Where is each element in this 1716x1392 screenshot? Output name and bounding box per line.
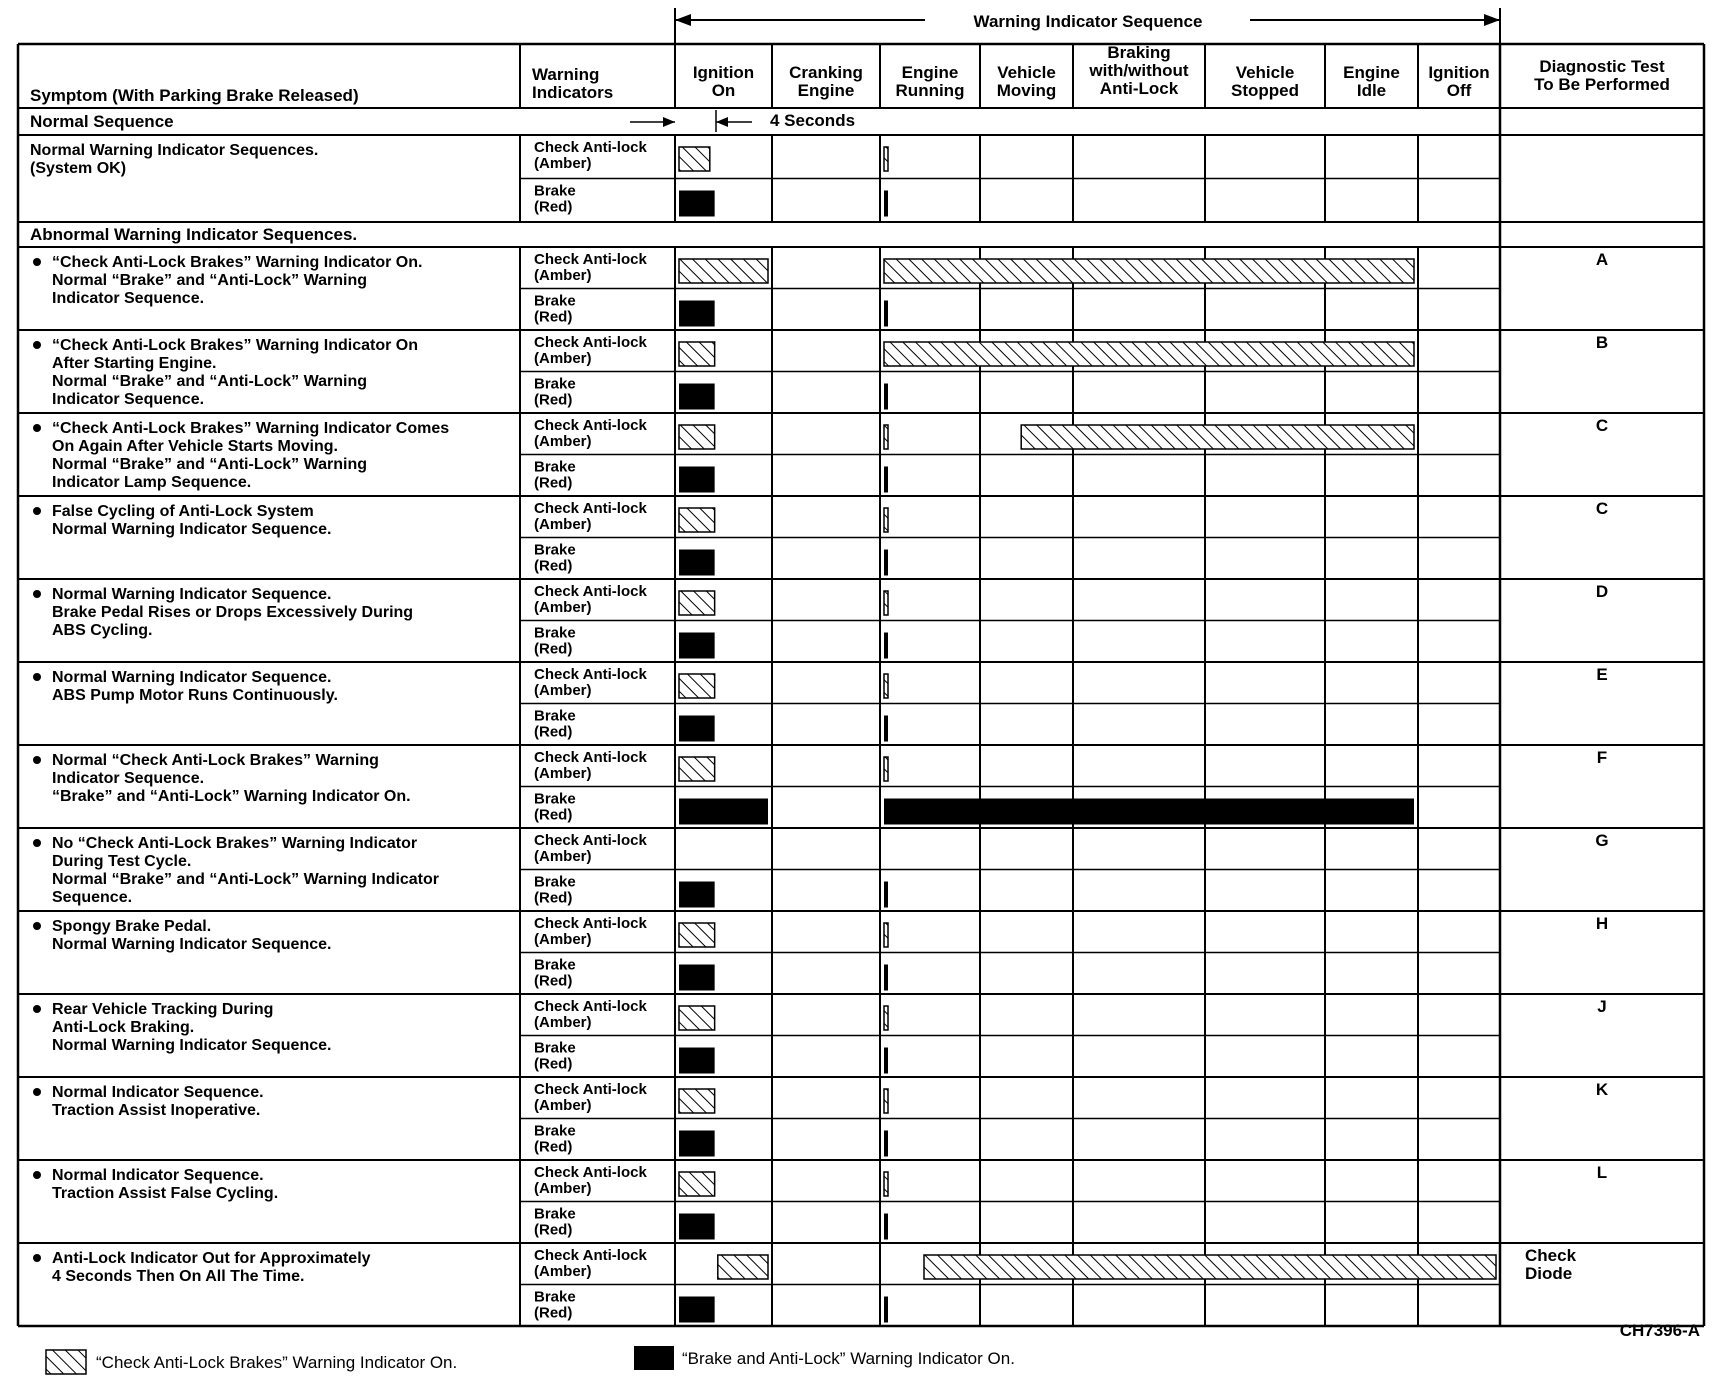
phase-header-2: Running [895, 81, 965, 100]
amber-indicator-label: (Amber) [534, 1180, 592, 1197]
red-indicator-label: (Red) [534, 391, 573, 409]
diagnostic-test-label: E [1596, 665, 1608, 684]
red-indicator-label: Brake [534, 292, 576, 310]
red-indicator-label: (Red) [534, 1221, 573, 1239]
diagnostic-column-header: To Be Performed [1534, 75, 1670, 94]
amber-indicator-label: Check Anti-lock [534, 417, 647, 434]
red-indicator-label: (Red) [534, 474, 573, 492]
red-indicator-bar [679, 301, 715, 327]
red-indicator-label: (Red) [534, 972, 573, 990]
phase-header-4: with/without [1089, 61, 1189, 80]
amber-indicator-bar [679, 147, 710, 171]
diagnostic-test-label: H [1595, 914, 1609, 933]
red-indicator-bar [679, 799, 768, 825]
phase-header-1: Cranking [789, 63, 863, 82]
amber-indicator-bar [884, 508, 888, 532]
amber-indicator-bar [679, 259, 768, 283]
phase-header-5: Stopped [1231, 81, 1299, 100]
red-indicator-label: (Red) [534, 1138, 573, 1156]
diagnostic-test-label: A [1595, 250, 1609, 269]
symptom-text: Normal Warning Indicator Sequence. [52, 936, 332, 953]
symptom-text: Indicator Sequence. [52, 290, 205, 307]
amber-indicator-bar [884, 259, 1414, 283]
red-indicator-bar [884, 384, 888, 410]
amber-indicator-label: Check Anti-lock [534, 1164, 647, 1181]
red-indicator-bar [679, 1048, 715, 1074]
symptom-text: Normal Warning Indicator Sequence. [52, 586, 332, 603]
red-indicator-label: Brake [534, 375, 576, 393]
red-indicator-bar [884, 716, 888, 742]
amber-indicator-label: Check Anti-lock [534, 666, 647, 683]
symptom-text: Normal Warning Indicator Sequences. [30, 142, 319, 159]
amber-indicator-bar [884, 1172, 888, 1196]
symptom-text: Rear Vehicle Tracking During [52, 1001, 274, 1018]
symptom-text: Normal Warning Indicator Sequence. [52, 669, 332, 686]
red-indicator-bar [679, 550, 715, 576]
amber-indicator-label: (Amber) [534, 350, 592, 367]
bullet-icon [33, 756, 41, 764]
symptom-text: Anti-Lock Indicator Out for Approximately [52, 1250, 371, 1267]
symptom-text: Normal “Brake” and “Anti-Lock” Warning [52, 456, 367, 473]
amber-indicator-bar [679, 674, 715, 698]
red-indicator-bar [884, 1048, 888, 1074]
legend-hatched-label: “Check Anti-Lock Brakes” Warning Indicator On. [96, 1353, 458, 1372]
amber-indicator-bar [679, 1006, 715, 1030]
symptom-text: Brake Pedal Rises or Drops Excessively During [52, 604, 414, 621]
red-indicator-bar [679, 1214, 715, 1240]
red-indicator-bar [679, 1131, 715, 1157]
amber-indicator-label: (Amber) [534, 682, 592, 699]
amber-indicator-bar [679, 425, 715, 449]
red-indicator-label: Brake [534, 873, 576, 891]
diagnostic-test-label: Diode [1525, 1264, 1573, 1283]
amber-indicator-label: Check Anti-lock [534, 998, 647, 1015]
red-indicator-label: Brake [534, 624, 576, 642]
phase-header-0: Ignition [692, 63, 755, 82]
amber-indicator-bar [884, 1089, 888, 1113]
figure-code: CH7396-A [1619, 1321, 1700, 1340]
amber-indicator-bar [884, 591, 888, 615]
amber-indicator-label: Check Anti-lock [534, 500, 647, 517]
symptom-text: ABS Cycling. [52, 622, 153, 639]
amber-indicator-label: (Amber) [534, 1014, 592, 1031]
amber-indicator-bar [884, 342, 1414, 366]
symptom-text: “Brake” and “Anti-Lock” Warning Indicator On. [52, 788, 411, 805]
amber-indicator-label: Check Anti-lock [534, 1247, 647, 1264]
red-indicator-bar [679, 633, 715, 659]
amber-indicator-label: (Amber) [534, 267, 592, 284]
normal-sequence-label: Normal Sequence [30, 112, 174, 131]
red-indicator-bar [884, 301, 888, 327]
symptom-text: Normal “Brake” and “Anti-Lock” Warning Indicator [52, 871, 440, 888]
red-indicator-label: Brake [534, 707, 576, 725]
red-indicator-bar [679, 467, 715, 493]
symptom-text: “Check Anti-Lock Brakes” Warning Indicator Comes [52, 420, 450, 437]
table-body [30, 110, 1609, 1323]
red-indicator-bar [884, 550, 888, 576]
amber-indicator-bar [679, 508, 715, 532]
red-indicator-label: Brake [534, 182, 576, 200]
amber-indicator-bar [884, 757, 888, 781]
bullet-icon [33, 673, 41, 681]
phase-header-6: Idle [1356, 81, 1387, 100]
red-indicator-bar [679, 1297, 715, 1323]
red-indicator-label: (Red) [534, 1304, 573, 1322]
red-indicator-bar [884, 467, 888, 493]
red-indicator-label: Brake [534, 1288, 576, 1306]
amber-indicator-label: (Amber) [534, 765, 592, 782]
diagnostic-test-label: F [1596, 748, 1608, 767]
symptom-text: Normal “Brake” and “Anti-Lock” Warning [52, 373, 367, 390]
bullet-icon [33, 1088, 41, 1096]
amber-indicator-label: (Amber) [534, 848, 592, 865]
amber-indicator-bar [1021, 425, 1414, 449]
diagnostic-test-label: L [1596, 1163, 1608, 1182]
amber-indicator-bar [679, 591, 715, 615]
four-seconds-label: 4 Seconds [770, 111, 856, 130]
amber-indicator-label: (Amber) [534, 155, 592, 172]
red-indicator-label: (Red) [534, 723, 573, 741]
symptom-text: Anti-Lock Braking. [52, 1019, 195, 1036]
symptom-text: Indicator Lamp Sequence. [52, 474, 252, 491]
symptom-text: (System OK) [30, 160, 127, 177]
indicators-column-header: Warning [532, 65, 600, 84]
red-indicator-bar [679, 716, 715, 742]
red-indicator-label: (Red) [534, 889, 573, 907]
indicators-column-header: Indicators [532, 83, 614, 102]
red-indicator-label: Brake [534, 1205, 576, 1223]
symptom-text: On Again After Vehicle Starts Moving. [52, 438, 338, 455]
abnormal-sequence-label: Abnormal Warning Indicator Sequences. [30, 225, 358, 244]
amber-indicator-bar [884, 1006, 888, 1030]
phase-header-6: Engine [1343, 63, 1400, 82]
symptom-text: Traction Assist False Cycling. [52, 1185, 279, 1202]
phase-header-2: Engine [901, 63, 959, 82]
symptom-text: Traction Assist Inoperative. [52, 1102, 261, 1119]
red-indicator-label: Brake [534, 790, 576, 808]
phase-header-0: On [711, 81, 736, 100]
symptom-text: Normal Indicator Sequence. [52, 1084, 264, 1101]
symptom-text: Indicator Sequence. [52, 770, 205, 787]
amber-indicator-bar [679, 1172, 715, 1196]
bullet-icon [33, 507, 41, 515]
amber-indicator-label: Check Anti-lock [534, 139, 647, 156]
bullet-icon [33, 1254, 41, 1262]
four-seconds-arrow-left [663, 117, 675, 127]
bullet-icon [33, 424, 41, 432]
phase-header-4: Braking [1107, 43, 1171, 62]
red-indicator-label: Brake [534, 1039, 576, 1057]
red-indicator-label: Brake [534, 541, 576, 559]
red-indicator-bar [679, 882, 715, 908]
red-indicator-label: (Red) [534, 640, 573, 658]
bullet-icon [33, 922, 41, 930]
arrowhead-left [675, 14, 691, 26]
red-indicator-bar [679, 965, 715, 991]
red-indicator-label: (Red) [534, 308, 573, 326]
arrowhead-right [1484, 14, 1500, 26]
diagnostic-test-label: G [1595, 831, 1609, 850]
symptom-text: Normal Warning Indicator Sequence. [52, 1037, 332, 1054]
bullet-icon [33, 1005, 41, 1013]
red-indicator-bar [884, 1131, 888, 1157]
amber-indicator-label: (Amber) [534, 931, 592, 948]
legend-solid-label: “Brake and Anti-Lock” Warning Indicator On. [682, 1349, 1015, 1368]
amber-indicator-bar [884, 674, 888, 698]
amber-indicator-bar [679, 1089, 715, 1113]
red-indicator-bar [884, 882, 888, 908]
phase-header-4: Anti-Lock [1099, 79, 1179, 98]
sequence-title: Warning Indicator Sequence [973, 12, 1203, 31]
amber-indicator-bar [884, 923, 888, 947]
symptom-text: “Check Anti-Lock Brakes” Warning Indicator On. [52, 254, 423, 271]
amber-indicator-bar [679, 757, 715, 781]
bullet-icon [33, 839, 41, 847]
bullet-icon [33, 590, 41, 598]
amber-indicator-label: Check Anti-lock [534, 251, 647, 268]
symptom-text: Normal “Brake” and “Anti-Lock” Warning [52, 272, 367, 289]
amber-indicator-label: (Amber) [534, 1263, 592, 1280]
symptom-text: Normal Indicator Sequence. [52, 1167, 264, 1184]
amber-indicator-bar [718, 1255, 768, 1279]
red-indicator-label: (Red) [534, 1055, 573, 1073]
diagnostic-test-label: C [1595, 499, 1609, 518]
phase-header-5: Vehicle [1235, 63, 1295, 82]
symptom-text: Indicator Sequence. [52, 391, 205, 408]
amber-indicator-bar [679, 342, 715, 366]
red-indicator-label: Brake [534, 1122, 576, 1140]
amber-indicator-bar [679, 923, 715, 947]
diagnostic-column-header: Diagnostic Test [1539, 57, 1665, 76]
amber-indicator-label: Check Anti-lock [534, 583, 647, 600]
amber-indicator-label: Check Anti-lock [534, 832, 647, 849]
amber-indicator-label: (Amber) [534, 433, 592, 450]
red-indicator-bar [884, 799, 1414, 825]
bullet-icon [33, 258, 41, 266]
diagnostic-test-label: Check [1525, 1246, 1577, 1265]
red-indicator-label: (Red) [534, 198, 573, 216]
red-indicator-bar [884, 1297, 888, 1323]
red-indicator-bar [884, 633, 888, 659]
symptom-text: 4 Seconds Then On All The Time. [52, 1268, 305, 1285]
column-headers [30, 8, 1670, 105]
legend-solid-swatch [634, 1346, 674, 1370]
legend [46, 1321, 1700, 1374]
symptom-text: False Cycling of Anti-Lock System [52, 503, 314, 520]
amber-indicator-label: (Amber) [534, 1097, 592, 1114]
symptom-text: Normal Warning Indicator Sequence. [52, 521, 332, 538]
legend-hatched-swatch [46, 1350, 86, 1374]
symptom-text: ABS Pump Motor Runs Continuously. [52, 687, 338, 704]
symptom-text: Spongy Brake Pedal. [52, 918, 212, 935]
phase-header-7: Off [1446, 81, 1472, 100]
red-indicator-label: (Red) [534, 557, 573, 575]
red-indicator-label: Brake [534, 458, 576, 476]
symptom-column-header: Symptom (With Parking Brake Released) [30, 86, 359, 105]
phase-header-3: Vehicle [997, 63, 1056, 82]
amber-indicator-label: Check Anti-lock [534, 749, 647, 766]
symptom-text: During Test Cycle. [52, 853, 192, 870]
amber-indicator-bar [884, 425, 888, 449]
symptom-text: “Check Anti-Lock Brakes” Warning Indicator On [52, 337, 418, 354]
symptom-text: After Starting Engine. [52, 355, 217, 372]
diagnostic-test-label: K [1595, 1080, 1609, 1099]
red-indicator-bar [679, 191, 715, 217]
amber-indicator-bar [884, 147, 888, 171]
phase-header-7: Ignition [1428, 63, 1490, 82]
symptom-text: Sequence. [52, 889, 133, 906]
diagnostic-test-label: J [1597, 997, 1607, 1016]
diagnostic-test-label: C [1595, 416, 1609, 435]
symptom-text: No “Check Anti-Lock Brakes” Warning Indicator [52, 835, 418, 852]
phase-header-1: Engine [797, 81, 855, 100]
diagnostic-test-label: B [1595, 333, 1609, 352]
red-indicator-bar [884, 965, 888, 991]
red-indicator-bar [884, 1214, 888, 1240]
amber-indicator-label: (Amber) [534, 599, 592, 616]
bullet-icon [33, 1171, 41, 1179]
symptom-text: Normal “Check Anti-Lock Brakes” Warning [52, 752, 379, 769]
amber-indicator-label: Check Anti-lock [534, 1081, 647, 1098]
red-indicator-bar [679, 384, 715, 410]
amber-indicator-label: Check Anti-lock [534, 334, 647, 351]
amber-indicator-bar [924, 1255, 1496, 1279]
red-indicator-label: Brake [534, 956, 576, 974]
amber-indicator-label: (Amber) [534, 516, 592, 533]
phase-header-3: Moving [996, 81, 1057, 100]
amber-indicator-label: Check Anti-lock [534, 915, 647, 932]
bullet-icon [33, 341, 41, 349]
red-indicator-bar [884, 191, 888, 217]
diagnostic-test-label: D [1595, 582, 1609, 601]
red-indicator-label: (Red) [534, 806, 573, 824]
